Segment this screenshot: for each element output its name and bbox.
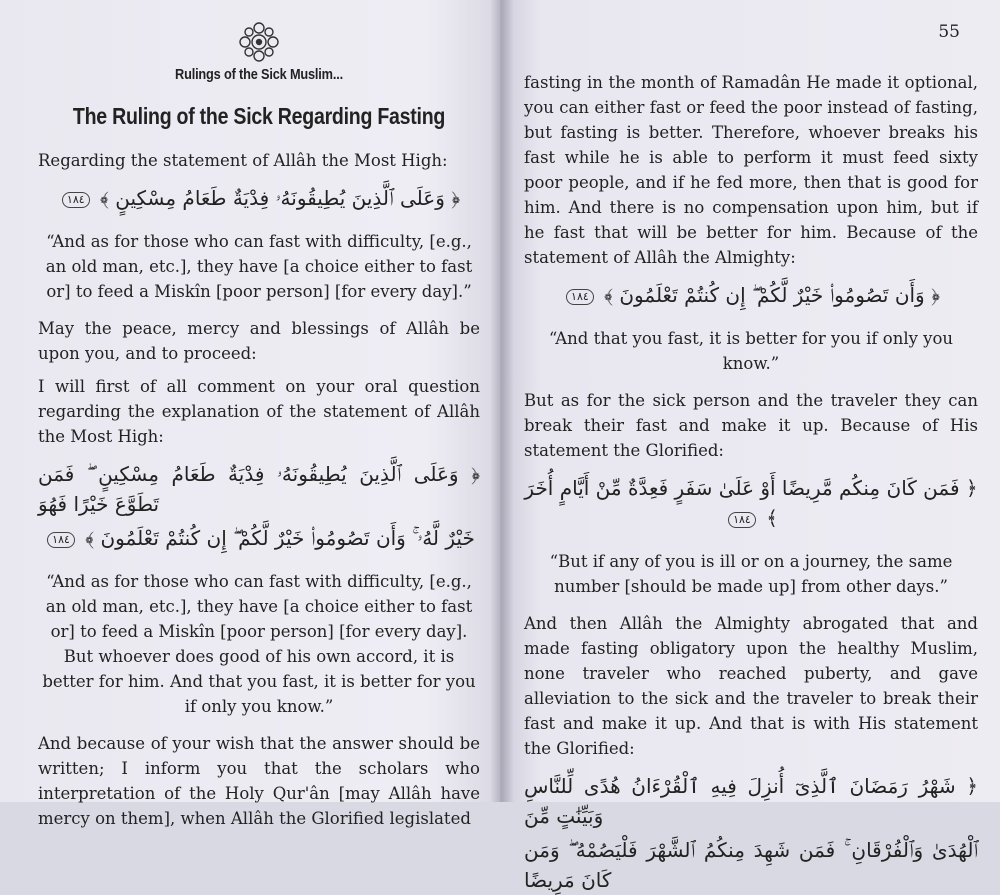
running-head: Rulings of the Sick Muslim... bbox=[175, 66, 343, 83]
paragraph-sick-traveler: But as for the sick person and the traveler they can break their fast and make it up. Because of His statement the Glorified: bbox=[524, 391, 978, 460]
arabic-verse-2b bbox=[38, 523, 480, 553]
arabic-verse-1-text: ﴿ وَعَلَى ٱلَّذِينَ يُطِيقُونَهُۥ فِدْيَةٌ طَعَامُ مِسْكِينٍ ﴾ bbox=[100, 186, 461, 210]
left-page bbox=[0, 0, 500, 828]
arabic-verse-3-text: ﴿ وَأَن تَصُومُوا۟ خَيْرٌ لَّكُمْ ۖ إِن كُنتُمْ تَعْلَمُونَ ﴾ bbox=[604, 283, 940, 307]
verse-number-badge: ١٨٤ bbox=[62, 192, 90, 208]
arabic-verse-3 bbox=[524, 280, 978, 310]
arabic-verse-1 bbox=[38, 183, 480, 213]
translation-quote-4: “But if any of you is ill or on a journey, the same number [should be made up] from other days.” bbox=[549, 552, 953, 596]
paragraph-abrogation: And then Allâh the Almighty abrogated that and made fasting obligatory upon the healthy Muslim, none traveler who reached puberty, and gave alleviation to the sick and the traveler to break their fast and make it up. And that is with His statement the Glorified: bbox=[524, 614, 978, 758]
arabic-verse-5a: ﴿ شَهْرُ رَمَضَانَ ٱلَّذِىٓ أُنزِلَ فِيهِ ٱلْقُرْءَانُ هُدًى لِّلنَّاسِ وَبَيِّنَٰتٍ مِّنَ bbox=[524, 774, 978, 828]
intro-text: Regarding the statement of Allâh the Most High: bbox=[38, 151, 448, 170]
arabic-verse-2a: ﴿ وَعَلَى ٱلَّذِينَ يُطِيقُونَهُۥ فِدْيَةٌ طَعَامُ مِسْكِينٍ ۖ فَمَن تَطَوَّعَ خَيْرًا فَهُوَ bbox=[38, 462, 480, 516]
paragraph-written-answer: And because of your wish that the answer should be written; I inform you that the scholars who interpretation of the Holy Qur'ân [may Allâh have mercy on them], when Allâh the Glorified legislated bbox=[38, 734, 480, 828]
chapter-title: The Ruling of the Sick Regarding Fasting bbox=[72, 103, 446, 129]
paragraph-fasting-optional: fasting in the month of Ramadân He made it optional, you can either fast or feed the poor instead of fasting, but fasting is better. Therefore, whoever breaks his fast while he is able to perform it must feed sixty poor people, and if he fed more, then that is good for him. And there is no compensation upon him, but if he fast that will be better for him. Because of the statement of Allâh the Almighty: bbox=[524, 73, 978, 267]
translation-quote-2: “And as for those who can fast with difficulty, [e.g., an old man, etc.], they have [a choice either to fast or] to feed a Miskîn [poor person] [for every day]. But whoever does good of his own accord, it is better for him. And that you fast, it is better for you if only you know.” bbox=[42, 572, 476, 716]
verse-number-badge: ١٨٤ bbox=[728, 512, 756, 528]
translation-quote-3: “And that you fast, it is better for you if only you know.” bbox=[548, 329, 954, 373]
arabic-verse-4 bbox=[524, 473, 978, 533]
arabic-verse-2b-text: خَيْرٌ لَّهُۥ ۚ وَأَن تَصُومُوا۟ خَيْرٌ لَّكُمْ ۖ إِن كُنتُمْ تَعْلَمُونَ ﴾ bbox=[85, 526, 475, 550]
right-page bbox=[500, 0, 1000, 892]
paragraph-comment: I will first of all comment on your oral question regarding the explanation of the statement of Allâh the Most High: bbox=[38, 377, 480, 446]
verse-number-badge: ١٨٤ bbox=[566, 289, 594, 305]
page-number: 55 bbox=[938, 22, 960, 42]
paragraph-greeting: May the peace, mercy and blessings of Allâh be upon you, and to proceed: bbox=[38, 319, 480, 363]
translation-quote-1: “And as for those who can fast with difficulty, [e.g., an old man, etc.], they have [a choice either to fast or] to feed a Miskîn [poor person] [for every day].” bbox=[45, 232, 473, 301]
ornament-icon bbox=[237, 20, 281, 64]
arabic-verse-5b: ٱلْهُدَىٰ وَٱلْفُرْقَانِ ۚ فَمَن شَهِدَ مِنكُمُ ٱلشَّهْرَ فَلْيَصُمْهُ ۖ وَمَن كَانَ مَرِيضًا bbox=[524, 838, 978, 892]
verse-number-badge: ١٨٤ bbox=[47, 532, 75, 548]
arabic-verse-4-text: ﴿ فَمَن كَانَ مِنكُم مَّرِيضًا أَوْ عَلَىٰ سَفَرٍ فَعِدَّةٌ مِّنْ أَيَّامٍ أُخَرَ ﴾ bbox=[524, 476, 978, 530]
